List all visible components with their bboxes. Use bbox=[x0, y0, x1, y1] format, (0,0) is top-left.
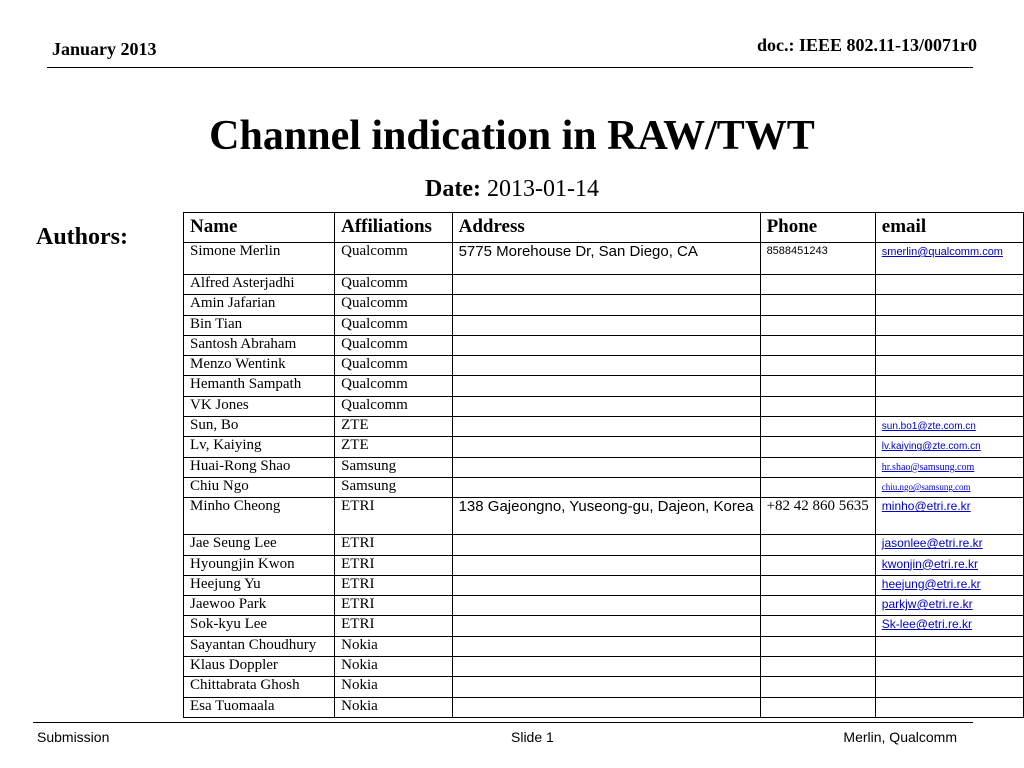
col-header-affiliations: Affiliations bbox=[335, 213, 452, 243]
email-link[interactable]: minho@etri.re.kr bbox=[881, 499, 971, 514]
cell-email bbox=[875, 417, 1023, 437]
cell-phone bbox=[760, 677, 875, 697]
cell-name: Bin Tian bbox=[184, 315, 335, 335]
email-link[interactable]: chiu.ngo@samsung.com bbox=[881, 481, 971, 492]
cell-aff: Qualcomm bbox=[335, 396, 452, 416]
cell-phone bbox=[760, 616, 875, 636]
cell-email bbox=[875, 697, 1023, 717]
cell-phone bbox=[760, 636, 875, 656]
table-row bbox=[184, 575, 1024, 595]
cell-address bbox=[452, 477, 760, 497]
cell-aff: Nokia bbox=[335, 636, 452, 656]
cell-email bbox=[875, 275, 1023, 295]
cell-name: Hemanth Sampath bbox=[184, 376, 335, 396]
cell-name: Sayantan Choudhury bbox=[184, 636, 335, 656]
table-row bbox=[184, 295, 1024, 315]
cell-name: Chiu Ngo bbox=[184, 477, 335, 497]
table-row bbox=[184, 417, 1024, 437]
cell-aff: ZTE bbox=[335, 437, 452, 457]
cell-email bbox=[875, 437, 1023, 457]
table-row bbox=[184, 596, 1024, 616]
table-row bbox=[184, 335, 1024, 355]
cell-phone bbox=[760, 596, 875, 616]
cell-phone bbox=[760, 275, 875, 295]
cell-email bbox=[875, 356, 1023, 376]
email-link[interactable]: lv.kaiying@zte.com.cn bbox=[881, 441, 981, 453]
cell-email bbox=[875, 295, 1023, 315]
table-header-row bbox=[184, 213, 1024, 243]
cell-email bbox=[875, 657, 1023, 677]
cell-address: 138 Gajeongno, Yuseong-gu, Dajeon, Korea bbox=[452, 498, 760, 535]
cell-name: Jaewoo Park bbox=[184, 596, 335, 616]
slide-date bbox=[0, 176, 1024, 203]
cell-name: Sun, Bo bbox=[184, 417, 335, 437]
cell-address bbox=[452, 335, 760, 355]
cell-name: Jae Seung Lee bbox=[184, 535, 335, 555]
email-link[interactable]: jasonlee@etri.re.kr bbox=[881, 536, 983, 551]
cell-aff: Nokia bbox=[335, 657, 452, 677]
table-row bbox=[184, 437, 1024, 457]
cell-email bbox=[875, 477, 1023, 497]
cell-email bbox=[875, 335, 1023, 355]
footer-author: Merlin, Qualcomm bbox=[843, 729, 957, 745]
slide-title: Channel indication in RAW/TWT bbox=[209, 113, 815, 159]
cell-aff: Samsung bbox=[335, 477, 452, 497]
cell-aff: ETRI bbox=[335, 498, 452, 535]
cell-phone bbox=[760, 477, 875, 497]
cell-address bbox=[452, 376, 760, 396]
cell-address bbox=[452, 697, 760, 717]
cell-aff: ETRI bbox=[335, 575, 452, 595]
cell-email bbox=[875, 616, 1023, 636]
col-header-phone: Phone bbox=[760, 213, 875, 243]
cell-address bbox=[452, 555, 760, 575]
cell-email bbox=[875, 575, 1023, 595]
cell-address bbox=[452, 575, 760, 595]
table-row bbox=[184, 356, 1024, 376]
cell-email bbox=[875, 457, 1023, 477]
cell-address bbox=[452, 396, 760, 416]
email-link[interactable]: parkjw@etri.re.kr bbox=[881, 597, 973, 612]
table-row bbox=[184, 457, 1024, 477]
email-link[interactable]: smerlin@qualcomm.com bbox=[881, 246, 1003, 258]
cell-aff: ETRI bbox=[335, 596, 452, 616]
date-value: 2013-01-14 bbox=[486, 176, 599, 202]
cell-aff: Qualcomm bbox=[335, 243, 452, 275]
cell-aff: Qualcomm bbox=[335, 275, 452, 295]
cell-phone bbox=[760, 315, 875, 335]
cell-aff: ETRI bbox=[335, 616, 452, 636]
cell-address bbox=[452, 275, 760, 295]
header-date: January 2013 bbox=[52, 39, 157, 59]
cell-address bbox=[452, 437, 760, 457]
cell-aff: Qualcomm bbox=[335, 376, 452, 396]
authors-label: Authors: bbox=[36, 224, 129, 250]
cell-name: Chittabrata Ghosh bbox=[184, 677, 335, 697]
table-row bbox=[184, 275, 1024, 295]
cell-name: Alfred Asterjadhi bbox=[184, 275, 335, 295]
footer-divider bbox=[33, 722, 973, 723]
cell-email bbox=[875, 555, 1023, 575]
cell-address bbox=[452, 616, 760, 636]
header-divider bbox=[47, 67, 973, 68]
cell-name: Sok-kyu Lee bbox=[184, 616, 335, 636]
cell-address bbox=[452, 596, 760, 616]
cell-aff: Samsung bbox=[335, 457, 452, 477]
cell-name: Hyoungjin Kwon bbox=[184, 555, 335, 575]
cell-aff: ZTE bbox=[335, 417, 452, 437]
cell-email bbox=[875, 396, 1023, 416]
cell-email bbox=[875, 243, 1023, 275]
header-doc-id: doc.: IEEE 802.11-13/0071r0 bbox=[756, 35, 977, 55]
table-row bbox=[184, 315, 1024, 335]
cell-phone bbox=[760, 457, 875, 477]
cell-phone bbox=[760, 356, 875, 376]
table-row bbox=[184, 697, 1024, 717]
table-row bbox=[184, 677, 1024, 697]
cell-aff: Qualcomm bbox=[335, 315, 452, 335]
table-row bbox=[184, 396, 1024, 416]
cell-phone: 8588451243 bbox=[760, 243, 875, 275]
cell-name: Lv, Kaiying bbox=[184, 437, 335, 457]
cell-address bbox=[452, 417, 760, 437]
cell-aff: Qualcomm bbox=[335, 295, 452, 315]
cell-email bbox=[875, 596, 1023, 616]
cell-address bbox=[452, 356, 760, 376]
cell-phone bbox=[760, 295, 875, 315]
table-row bbox=[184, 555, 1024, 575]
cell-aff: Qualcomm bbox=[335, 335, 452, 355]
cell-name: Heejung Yu bbox=[184, 575, 335, 595]
cell-name: Simone Merlin bbox=[184, 243, 335, 275]
email-link[interactable]: Sk-lee@etri.re.kr bbox=[881, 617, 972, 632]
cell-email bbox=[875, 315, 1023, 335]
table-row bbox=[184, 535, 1024, 555]
table-row bbox=[184, 498, 1024, 535]
table-row bbox=[184, 376, 1024, 396]
cell-address bbox=[452, 295, 760, 315]
table-row bbox=[184, 477, 1024, 497]
table-row bbox=[184, 243, 1024, 275]
cell-phone bbox=[760, 535, 875, 555]
cell-phone bbox=[760, 437, 875, 457]
cell-aff: ETRI bbox=[335, 535, 452, 555]
cell-name: Huai-Rong Shao bbox=[184, 457, 335, 477]
cell-address bbox=[452, 457, 760, 477]
cell-address bbox=[452, 677, 760, 697]
date-label: Date: bbox=[425, 176, 481, 202]
authors-table bbox=[183, 212, 1024, 718]
cell-name: Menzo Wentink bbox=[184, 356, 335, 376]
cell-name: VK Jones bbox=[184, 396, 335, 416]
cell-aff: ETRI bbox=[335, 555, 452, 575]
cell-name: Klaus Doppler bbox=[184, 657, 335, 677]
cell-phone bbox=[760, 376, 875, 396]
cell-address bbox=[452, 636, 760, 656]
col-header-name: Name bbox=[184, 213, 335, 243]
cell-email bbox=[875, 376, 1023, 396]
cell-phone bbox=[760, 657, 875, 677]
cell-email bbox=[875, 677, 1023, 697]
cell-name: Amin Jafarian bbox=[184, 295, 335, 315]
cell-aff: Qualcomm bbox=[335, 356, 452, 376]
cell-phone bbox=[760, 575, 875, 595]
cell-phone bbox=[760, 697, 875, 717]
table-row bbox=[184, 636, 1024, 656]
cell-phone bbox=[760, 396, 875, 416]
cell-phone bbox=[760, 417, 875, 437]
cell-name: Esa Tuomaala bbox=[184, 697, 335, 717]
cell-phone bbox=[760, 555, 875, 575]
footer-submission: Submission bbox=[37, 729, 110, 745]
col-header-email: email bbox=[875, 213, 1023, 243]
cell-address bbox=[452, 657, 760, 677]
cell-name: Santosh Abraham bbox=[184, 335, 335, 355]
cell-address bbox=[452, 315, 760, 335]
cell-email bbox=[875, 498, 1023, 535]
table-row bbox=[184, 616, 1024, 636]
email-link[interactable]: heejung@etri.re.kr bbox=[881, 576, 981, 591]
email-link[interactable]: kwonjin@etri.re.kr bbox=[881, 556, 978, 571]
cell-address: 5775 Morehouse Dr, San Diego, CA bbox=[452, 243, 760, 275]
cell-phone bbox=[760, 335, 875, 355]
table-row bbox=[184, 657, 1024, 677]
cell-aff: Nokia bbox=[335, 677, 452, 697]
cell-phone: +82 42 860 5635 bbox=[760, 498, 875, 535]
cell-aff: Nokia bbox=[335, 697, 452, 717]
footer-slide-number: Slide 1 bbox=[511, 729, 554, 745]
cell-address bbox=[452, 535, 760, 555]
col-header-address: Address bbox=[452, 213, 760, 243]
cell-name: Minho Cheong bbox=[184, 498, 335, 535]
cell-email bbox=[875, 636, 1023, 656]
email-link[interactable]: hr.shao@samsung.com bbox=[881, 461, 975, 473]
cell-email bbox=[875, 535, 1023, 555]
email-link[interactable]: sun.bo1@zte.com.cn bbox=[881, 421, 976, 433]
